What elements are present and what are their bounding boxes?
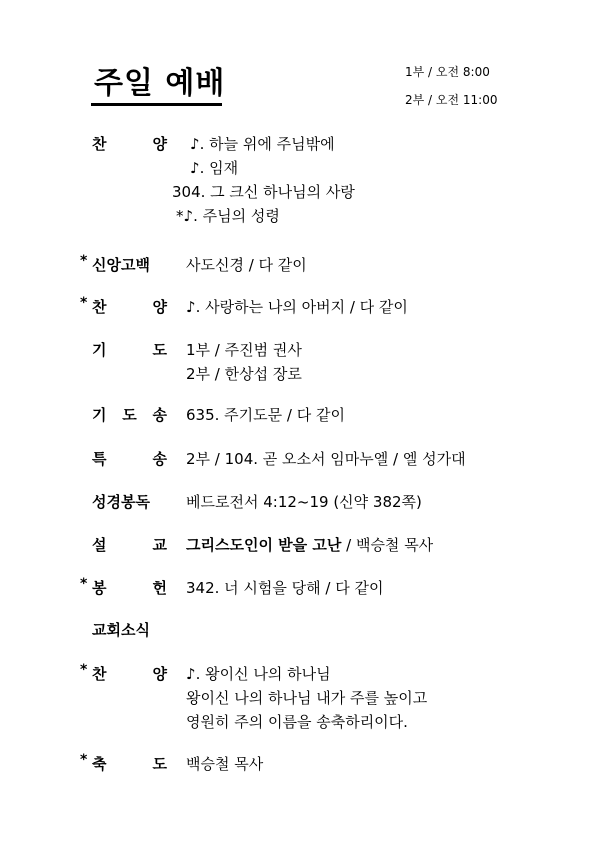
title-underline [91,103,222,106]
order-line: ♪. 왕이신 나의 하나님 [186,665,331,683]
order-label: 설 교 [92,536,167,554]
order-label: 봉 헌 [92,579,167,597]
order-label: 성경봉독 [92,493,150,511]
order-label: 특 송 [92,450,167,468]
order-line: 304. 그 크신 하나님의 사랑 [172,183,355,201]
sermon-title: 그리스도인이 받을 고난 [186,536,342,554]
standing-mark: * [80,576,88,592]
standing-mark: * [80,253,88,269]
order-content [186,752,263,776]
order-line [186,533,433,557]
service-time-1: 1부 / 오전 8:00 [405,65,490,79]
order-content [186,662,427,734]
sermon-preacher: / 백승철 목사 [341,536,434,554]
order-label: 기 도 송 [92,406,167,424]
order-line: 왕이신 나의 하나님 내가 주를 높이고 [186,689,428,707]
order-label: 찬 양 [92,665,167,683]
order-line: ♪. 사랑하는 나의 아버지 / 다 같이 [186,298,408,316]
order-content [186,576,383,600]
order-label: 신앙고백 [92,256,150,274]
order-content [172,132,355,228]
order-label: 찬 양 [92,135,167,153]
order-line: *♪. 주님의 성령 [176,207,280,225]
order-label: 기 도 [92,341,167,359]
order-line: 백승철 목사 [186,755,264,773]
page-title: 주일 예배 [94,66,226,101]
standing-mark: * [80,662,88,678]
standing-mark: * [80,752,88,768]
order-content [186,253,307,277]
order-label: 찬 양 [92,298,167,316]
service-time-2: 2부 / 오전 11:00 [405,93,498,107]
order-content [186,295,408,319]
order-content [186,490,422,514]
order-line: ♪. 임재 [190,159,239,177]
order-line: 베드로전서 4:12~19 (신약 382쪽) [186,493,422,511]
order-line: 2부 / 한상섭 장로 [186,365,302,383]
order-line: 영원히 주의 이름을 송축하리이다. [186,713,408,731]
order-line: 342. 너 시험을 당해 / 다 같이 [186,579,384,597]
order-content [186,403,345,427]
order-label: 축 도 [92,755,167,773]
order-line: 사도신경 / 다 같이 [186,256,307,274]
order-content [186,338,302,386]
standing-mark: * [80,295,88,311]
order-content [186,533,433,557]
order-line: ♪. 하늘 위에 주님밖에 [190,135,335,153]
order-line: 635. 주기도문 / 다 같이 [186,406,345,424]
service-times [405,64,497,120]
order-line: 2부 / 104. 곧 오소서 임마누엘 / 엘 성가대 [186,450,466,468]
order-line: 1부 / 주진범 권사 [186,341,302,359]
order-label: 교회소식 [92,621,150,639]
order-content [186,447,466,471]
